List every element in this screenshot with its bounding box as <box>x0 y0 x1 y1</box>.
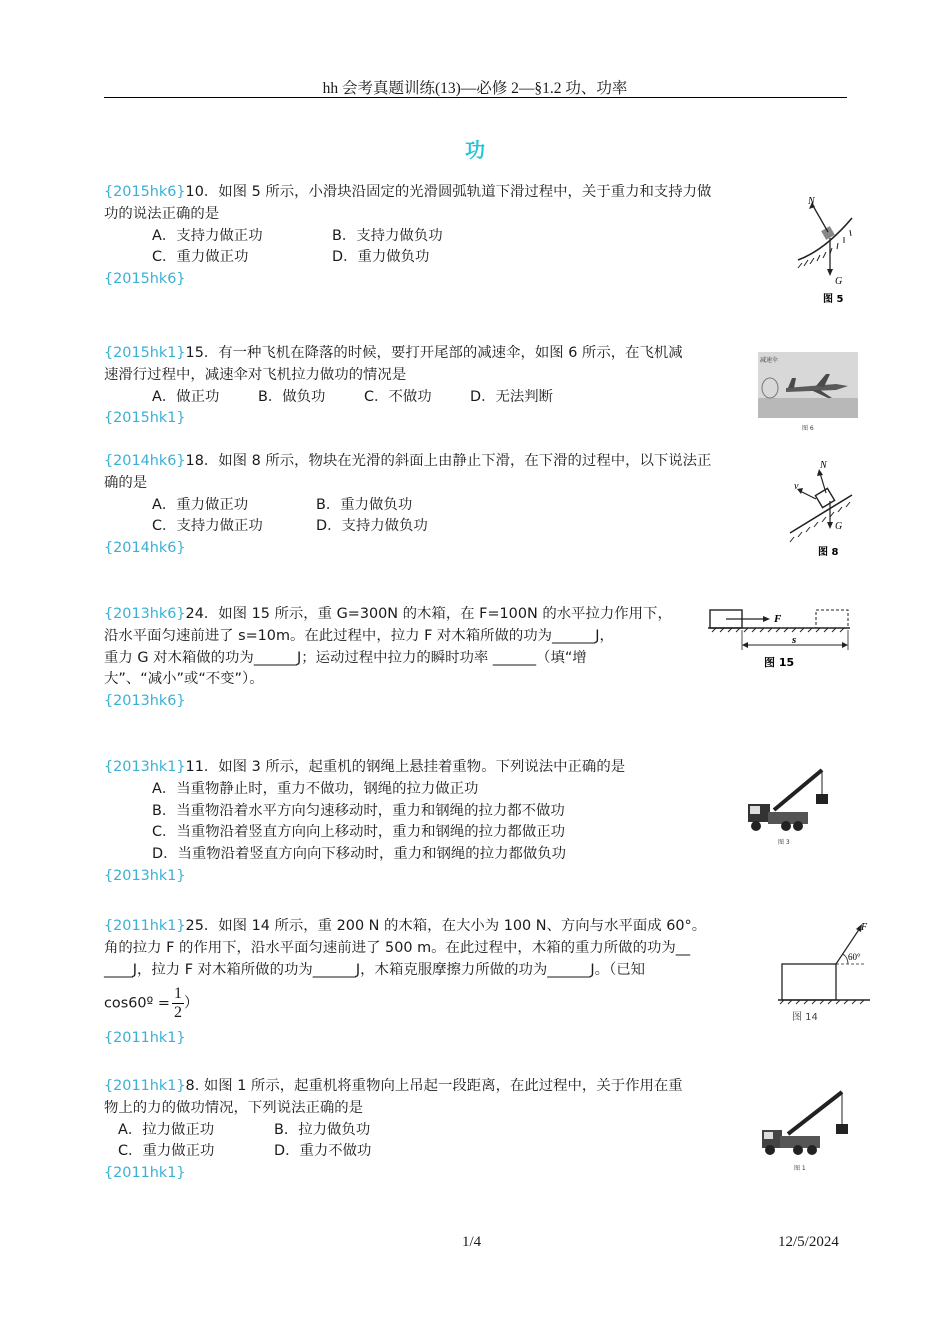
question-text: 25．如图 14 所示，重 200 N 的木箱，在大小为 100 N、方向与水平面成 60°。 <box>185 918 707 934</box>
question-text: 角的拉力 F 的作用下，沿水平面匀速前进了 500 m。在此过程中，木箱的重力所做的功为__ <box>104 939 691 956</box>
option-d: D．支持力做负功 <box>316 518 428 535</box>
question-text: 速滑行过程中，减速伞对飞机拉力做功的情况是 <box>104 366 407 383</box>
question-2013hk6-24 <box>104 604 672 713</box>
question-text: 确的是 <box>104 474 148 491</box>
question-2014hk6-18 <box>104 451 711 560</box>
label-g: G <box>835 521 843 532</box>
label-angle: 60° <box>848 952 861 962</box>
question-text: 功的说法正确的是 <box>104 205 220 222</box>
option-a: A．重力做正功 <box>152 496 249 513</box>
label-g: G <box>835 276 843 287</box>
option-c: C．不做功 <box>364 388 432 405</box>
option-c: C．重力做正功 <box>118 1143 215 1160</box>
option-d: D．无法判断 <box>470 388 554 405</box>
source-tag: {2013hk1} <box>104 867 186 884</box>
header-divider <box>104 97 847 98</box>
figure-caption: 图 5 <box>823 294 844 305</box>
source-tag: {2011hk1} <box>104 918 186 934</box>
option-a: A．当重物静止时，重力不做功，钢绳的拉力做正功 <box>152 780 479 797</box>
option-a: A．做正功 <box>152 388 220 405</box>
question-2011hk1-25 <box>104 916 706 1050</box>
option-a: A．支持力做正功 <box>152 227 263 244</box>
figure-5-arc-slider <box>790 190 860 310</box>
option-d: D．重力做负功 <box>332 249 430 266</box>
question-text: 24．如图 15 所示，重 G=300N 的木箱，在 F=100N 的水平拉力作用下， <box>185 606 672 622</box>
question-text: 物上的力的做功情况，下列说法正确的是 <box>104 1099 364 1116</box>
fraction-numerator: 1 <box>173 985 182 1003</box>
option-a: A．拉力做正功 <box>118 1121 215 1138</box>
source-tag: {2013hk6} <box>104 606 186 622</box>
option-d: D．当重物沿着竖直方向向下移动时，重力和钢绳的拉力都做负功 <box>152 846 567 863</box>
option-b: B．当重物沿着水平方向匀速移动时，重力和钢绳的拉力都不做功 <box>152 802 565 819</box>
question-2011hk1-8 <box>104 1076 683 1185</box>
source-tag: {2015hk1} <box>104 410 186 427</box>
figure-caption: 图 6 <box>802 425 814 432</box>
option-b: B．支持力做负功 <box>332 227 443 244</box>
option-b: B．做负功 <box>258 388 326 405</box>
figure-14-box-angle-force <box>776 918 870 1026</box>
figure-caption: 图 15 <box>764 656 795 669</box>
label-f: F <box>774 613 782 625</box>
source-tag: {2011hk1} <box>104 1165 186 1182</box>
figure-caption: 图 14 <box>792 1012 818 1023</box>
question-text: 沿水平面匀速前进了 s=10m。在此过程中，拉力 F 对木箱所做的功为______J， <box>104 627 614 644</box>
question-2015hk6-10 <box>104 182 711 291</box>
figure-15-box-pulled <box>706 604 852 674</box>
source-tag: {2011hk1} <box>104 1030 186 1047</box>
question-text: 10．如图 5 所示，小滑块沿固定的光滑圆弧轨道下滑过程中，关于重力和支持力做 <box>185 184 712 200</box>
figure-8-incline-block <box>786 455 856 563</box>
question-2013hk1-11 <box>104 757 625 888</box>
page-number: 1/4 <box>462 1234 482 1250</box>
source-tag: {2011hk1} <box>104 1078 186 1094</box>
source-tag: {2015hk1} <box>104 345 186 361</box>
question-text: ____J，拉力 F 对木箱所做的功为______J，木箱克服摩擦力所做的功为______J。（已知 <box>104 961 646 978</box>
option-d: D．重力不做功 <box>274 1143 372 1160</box>
option-c: C．当重物沿着竖直方向向上移动时，重力和钢绳的拉力都做正功 <box>152 824 565 841</box>
figure-caption: 图 1 <box>794 1165 806 1172</box>
question-text: 8. 如图 1 所示，起重机将重物向上吊起一段距离，在此过程中，关于作用在重 <box>185 1078 683 1094</box>
label-v: v <box>794 481 799 492</box>
option-b: B．重力做负功 <box>316 496 413 513</box>
source-tag: {2015hk6} <box>104 184 186 200</box>
source-tag: {2014hk6} <box>104 453 186 469</box>
figure-1-crane <box>754 1088 854 1174</box>
question-2015hk1-15 <box>104 343 683 430</box>
cos-prefix: cos60º = <box>104 995 170 1012</box>
question-text: 18．如图 8 所示，物块在光滑的斜面上由静止下滑，在下滑的过程中，以下说法正 <box>185 453 712 469</box>
source-tag: {2014hk6} <box>104 540 186 557</box>
print-date: 12/5/2024 <box>778 1234 839 1250</box>
option-c: C．重力做正功 <box>152 249 249 266</box>
source-tag: {2013hk1} <box>104 759 186 775</box>
option-c: C．支持力做正功 <box>152 518 263 535</box>
question-text: 11．如图 3 所示，起重机的钢绳上悬挂着重物。下列说法中正确的是 <box>185 759 626 775</box>
label-n: N <box>820 460 827 471</box>
cos-suffix: ） <box>183 995 199 1012</box>
label-n: N <box>808 196 815 207</box>
source-tag: {2013hk6} <box>104 693 186 710</box>
section-title: 功 <box>465 138 485 162</box>
question-text: 15．有一种飞机在降落的时候，要打开尾部的减速伞，如图 6 所示，在飞机减 <box>185 345 683 361</box>
question-text: 大”、“减小”或“不变”）。 <box>104 671 264 688</box>
question-text: 重力 G 对木箱做的功为______J；运动过程中拉力的瞬时功率 ______（填“增 <box>104 649 587 666</box>
figure-6-airplane-photo <box>756 350 860 434</box>
fraction-denominator: 2 <box>173 1004 182 1022</box>
option-b: B．拉力做负功 <box>274 1121 371 1138</box>
fraction-one-half <box>172 985 184 1022</box>
label-f: F <box>861 922 868 933</box>
figure-3-crane <box>740 764 834 850</box>
figure-caption: 图 8 <box>818 547 839 558</box>
page-header: hh 会考真题训练(13)—必修 2—§1.2 功、功率 <box>322 80 628 97</box>
source-tag: {2015hk6} <box>104 271 186 288</box>
label-chute: 减速伞 <box>760 357 779 364</box>
label-s: s <box>792 634 797 646</box>
figure-caption: 图 3 <box>778 839 790 846</box>
